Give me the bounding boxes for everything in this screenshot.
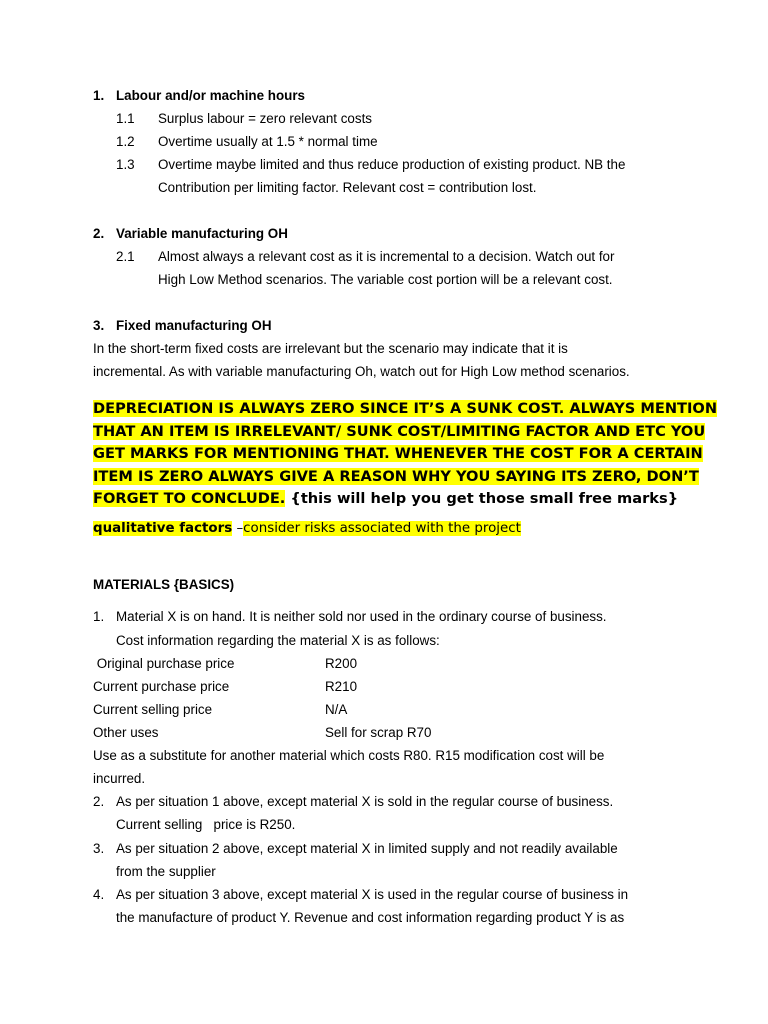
list-item <box>116 156 626 173</box>
item-number: 4. <box>93 887 105 902</box>
materials-heading: MATERIALS {BASICS) <box>93 577 235 592</box>
paragraph-text: In the short-term fixed costs are irrelevant but the scenario may indicate that it is <box>93 341 568 356</box>
qualitative-text: consider risks associated with the project <box>243 521 521 536</box>
row-value: R200 <box>325 656 358 671</box>
item-text-continued: Current selling price is R250. <box>116 817 296 832</box>
table-row <box>93 701 348 718</box>
highlight-line: THAT AN ITEM IS IRRELEVANT/ SUNK COST/LIMITING FACTOR AND ETC YOU <box>93 422 706 440</box>
item-text: Almost always a relevant cost as it is incremental to a decision. Watch out for <box>158 249 615 264</box>
item-text: Overtime maybe limited and thus reduce production of existing product. NB the <box>158 157 626 172</box>
paragraph-text: incurred. <box>93 771 146 786</box>
section-1-heading <box>93 87 305 104</box>
row-value: N/A <box>325 702 348 717</box>
item-number: 3. <box>93 841 105 856</box>
item-text-continued: Cost information regarding the material X is as follows: <box>116 633 440 648</box>
section-3-heading <box>93 317 272 334</box>
item-number: 1.2 <box>116 134 135 149</box>
list-item <box>93 793 614 810</box>
qualitative-label: qualitative factors <box>93 521 233 536</box>
highlight-line: DEPRECIATION IS ALWAYS ZERO SINCE IT’S A SUNK COST. ALWAYS MENTION <box>93 400 718 417</box>
item-number: 1.3 <box>116 157 135 172</box>
section-title: Fixed manufacturing OH <box>116 318 272 333</box>
section-title: Labour and/or machine hours <box>116 88 305 103</box>
list-item <box>116 248 615 265</box>
highlighted-note <box>93 398 718 511</box>
item-text: Surplus labour = zero relevant costs <box>158 111 372 126</box>
item-text: Overtime usually at 1.5 * normal time <box>158 134 378 149</box>
highlight-line: GET MARKS FOR MENTIONING THAT. WHENEVER THE COST FOR A CERTAIN <box>93 445 703 462</box>
item-number: 2. <box>93 794 105 809</box>
row-label: Other uses <box>93 725 159 740</box>
item-text-continued: the manufacture of product Y. Revenue and cost information regarding product Y is as <box>116 910 625 925</box>
item-text-continued: High Low Method scenarios. The variable cost portion will be a relevant cost. <box>158 272 613 287</box>
item-number: 1.1 <box>116 111 135 126</box>
highlight-tail: {this will help you get those small free marks} <box>285 490 679 507</box>
list-item <box>93 840 618 857</box>
item-number: 2.1 <box>116 249 135 264</box>
item-text: As per situation 1 above, except material X is sold in the regular course of business. <box>116 794 614 809</box>
item-text: Material X is on hand. It is neither sold nor used in the ordinary course of business. <box>116 609 607 624</box>
section-number: 2. <box>93 226 105 241</box>
section-title: Variable manufacturing OH <box>116 226 288 241</box>
list-item <box>93 886 629 903</box>
qualitative-factors-note <box>93 521 521 536</box>
section-number: 1. <box>93 88 105 103</box>
item-text-continued: Contribution per limiting factor. Relevant cost = contribution lost. <box>158 180 537 195</box>
item-text-continued: from the supplier <box>116 864 216 879</box>
table-row <box>93 655 358 672</box>
section-2-heading <box>93 225 288 242</box>
row-value: R210 <box>325 679 358 694</box>
section-number: 3. <box>93 318 105 333</box>
paragraph-text: Use as a substitute for another material which costs R80. R15 modification cost will be <box>93 748 605 763</box>
item-text: As per situation 3 above, except material X is used in the regular course of business in <box>116 887 629 902</box>
list-item <box>116 133 378 150</box>
row-label: Current purchase price <box>93 679 230 694</box>
highlight-line: ITEM IS ZERO ALWAYS GIVE A REASON WHY YOU SAYING ITS ZERO, DON’T <box>93 467 699 485</box>
row-value: Sell for scrap R70 <box>325 725 432 740</box>
row-label: Original purchase price <box>93 656 235 671</box>
item-number: 1. <box>93 609 105 624</box>
table-row <box>93 724 432 741</box>
dash: – <box>232 521 244 536</box>
item-text: As per situation 2 above, except material X in limited supply and not readily available <box>116 841 618 856</box>
list-item <box>93 608 607 625</box>
highlight-line: FORGET TO CONCLUDE. <box>93 490 286 507</box>
table-row <box>93 678 358 695</box>
paragraph-text: incremental. As with variable manufacturing Oh, watch out for High Low method scenarios. <box>93 364 630 379</box>
list-item <box>116 110 372 127</box>
row-label: Current selling price <box>93 702 213 717</box>
